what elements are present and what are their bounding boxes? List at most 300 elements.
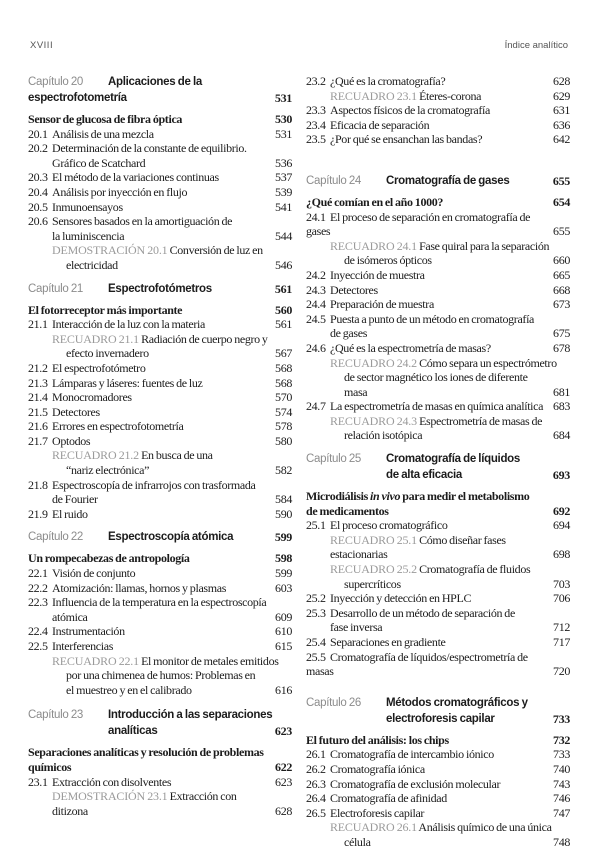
toc-line: [28, 281, 292, 297]
entry-title: Espectroscopía atómica: [108, 531, 234, 544]
toc-line: [28, 745, 292, 760]
toc-line: [306, 297, 570, 312]
toc-line: [306, 399, 570, 414]
toc-item: [306, 747, 570, 762]
page-ref: 683: [553, 399, 570, 414]
entry-title: Sensores basados en la amortiguación de: [52, 214, 233, 229]
entry-title: Éteres-corona: [419, 88, 482, 103]
toc-line: [28, 405, 292, 420]
entry-title: electroforesis capilar: [386, 712, 495, 725]
toc-line: [306, 591, 570, 606]
toc-line: [306, 835, 570, 850]
toc-line-text: [330, 89, 548, 104]
toc-line: [28, 760, 292, 775]
toc-line: [306, 370, 570, 399]
toc-box: [28, 789, 292, 818]
entry-title: Extracción con ditizona: [52, 789, 237, 818]
entry-title: Un rompecabezas de antropología: [28, 551, 190, 566]
section-number: 23.5: [306, 132, 326, 147]
entry-title: de medicamentos: [306, 503, 389, 518]
toc-box: [306, 239, 570, 268]
entry-title: Visión de conjunto: [52, 566, 136, 581]
section-number: 24.5: [306, 311, 326, 326]
entry-title: ¿Qué es la espectrometría de masas?: [330, 340, 491, 355]
toc-feature: [306, 733, 570, 748]
box-tag: RECUADRO 22.1: [52, 653, 139, 668]
toc-item: [28, 185, 292, 200]
page-ref: 712: [553, 620, 570, 635]
toc-item: [28, 405, 292, 420]
page-ref: 623: [274, 724, 292, 739]
toc-line-text: [386, 467, 548, 483]
entry-title: Cromatografía de exclusión molecular: [330, 776, 501, 791]
entry-title: fase inversa: [330, 620, 383, 635]
toc-line: [28, 581, 292, 596]
toc-line-text: [28, 624, 270, 639]
toc-item: [306, 210, 570, 239]
toc-line: [28, 303, 292, 318]
entry-title: Cromatografía de intercambio iónico: [330, 747, 494, 762]
toc-line-text: [306, 132, 548, 147]
toc-line-text: [52, 610, 270, 625]
toc-line: [28, 127, 292, 142]
entry-title: Conversión de luz en: [169, 243, 263, 258]
entry-title: electricidad: [66, 257, 118, 272]
toc-line-text: [66, 668, 292, 683]
entry-title: Interacción de la luz con la materia: [52, 317, 205, 332]
page-ref: 628: [553, 74, 570, 88]
toc-line: [28, 789, 292, 818]
section-number: 25.5: [306, 649, 326, 664]
toc-line: [28, 639, 292, 654]
toc-line-text: [330, 239, 570, 254]
chapter-label: Capítulo 25: [306, 453, 362, 466]
box-tag: RECUADRO 26.1: [330, 820, 417, 835]
section-number: 22.1: [28, 566, 48, 581]
toc-line-text: [28, 775, 270, 790]
toc-line-text: [52, 789, 270, 818]
toc-line-text: [28, 74, 270, 106]
toc-line-text: [306, 733, 548, 748]
page-ref: 740: [553, 761, 570, 776]
page-ref: 539: [275, 184, 292, 199]
section-number: 25.1: [306, 518, 326, 533]
toc-line-text: [28, 581, 270, 596]
page-ref: 584: [275, 492, 292, 507]
toc-line-text: [28, 745, 292, 760]
chapter-23: [28, 707, 292, 739]
toc-line-text: [28, 707, 292, 723]
toc-line: [28, 654, 292, 669]
toc-line-text: [306, 606, 570, 621]
section-number: 23.4: [306, 117, 326, 132]
toc-line: [306, 312, 570, 327]
toc-line-text: [28, 317, 270, 332]
toc-line: [306, 733, 570, 748]
toc-line-text: [306, 762, 548, 777]
toc-line-text: [52, 156, 270, 171]
toc-line-text: [52, 654, 292, 669]
toc-line: [306, 711, 570, 727]
toc-line-text: [28, 185, 270, 200]
entry-title: Cromatografía de gases: [386, 174, 510, 187]
toc-item: [28, 581, 292, 596]
toc-line-text: [330, 414, 570, 429]
toc-item: [28, 566, 292, 581]
toc-line: [306, 239, 570, 254]
entry-title: El espectrofotómetro: [52, 360, 146, 375]
box-tag: DEMOSTRACIÓN 20.1: [52, 243, 168, 258]
section-number: 26.1: [306, 747, 326, 762]
toc-line-text: [28, 127, 270, 142]
toc-item: [306, 762, 570, 777]
section-number: 25.3: [306, 605, 326, 620]
page-ref: 598: [275, 551, 292, 566]
toc-feature: [306, 489, 570, 518]
toc-line-text: [306, 777, 548, 792]
toc-item: [28, 434, 292, 449]
section-number: 21.4: [28, 390, 48, 405]
toc-box: [28, 332, 292, 361]
page-ref: 609: [275, 609, 292, 624]
page-ref: 746: [553, 791, 570, 806]
entry-title: Errores en espectrofotometría: [52, 419, 184, 434]
entry-title: Extracción con disolventes: [52, 774, 172, 789]
toc-line-text: [306, 74, 548, 89]
toc-line-text: [28, 566, 270, 581]
toc-line-text: [28, 405, 270, 420]
toc-item: [28, 200, 292, 215]
entry-title: Lámparas y láseres: fuentes de luz: [52, 375, 203, 390]
toc-line: [306, 253, 570, 268]
toc-line: [28, 624, 292, 639]
toc-feature: [28, 303, 292, 318]
toc-line: [28, 668, 292, 683]
entry-title: Monocromadores: [52, 390, 132, 405]
entry-title: Microdiálisis in vivo para medir el metabolismo: [306, 489, 530, 504]
toc-line: [306, 103, 570, 118]
toc-line-text: [330, 620, 548, 635]
section-number: 21.8: [28, 477, 48, 492]
toc-item: [306, 399, 570, 414]
toc-line: [28, 258, 292, 273]
entry-title: la luminiscencia: [52, 228, 125, 243]
toc-line-text: [28, 200, 270, 215]
toc-line-text: [306, 591, 548, 606]
section-number: 21.5: [28, 404, 48, 419]
toc-line-text: [344, 577, 548, 592]
toc-line: [28, 507, 292, 522]
entry-title: El monitor de metales emitidos: [141, 653, 279, 668]
page-ref: 603: [275, 580, 292, 595]
toc-item: [306, 791, 570, 806]
toc-line-text: [28, 639, 270, 654]
toc-line-text: [344, 370, 548, 399]
toc-line-text: [28, 112, 270, 127]
toc-column-right: [306, 74, 570, 850]
page-ref: 631: [553, 103, 570, 118]
chapter-label: Capítulo 21: [28, 282, 84, 295]
toc-feature: [306, 195, 570, 210]
toc-item: [306, 635, 570, 650]
page-ref: 698: [553, 547, 570, 562]
entry-title: Inyección de muestra: [330, 267, 425, 282]
box-tag: DEMOSTRACIÓN 23.1: [52, 789, 168, 804]
toc-line: [306, 283, 570, 298]
entry-title: Atomización: llamas, hornos y plasmas: [52, 580, 227, 595]
page-ref: 678: [553, 340, 570, 355]
toc-line-text: [66, 258, 270, 273]
page-ref: 732: [553, 732, 570, 747]
running-header: Índice analítico: [504, 40, 568, 51]
page-ref: 665: [553, 267, 570, 282]
toc-line-text: [28, 361, 270, 376]
page-ref: 675: [553, 326, 570, 341]
toc-line-text: [306, 195, 548, 210]
toc-line: [28, 74, 292, 106]
entry-title: Aplicaciones de la espectrofotometría: [28, 76, 202, 104]
toc-line: [306, 132, 570, 147]
page-ref: 684: [553, 428, 570, 443]
toc-line: [306, 635, 570, 650]
toc-line: [28, 529, 292, 545]
toc-line-text: [306, 268, 548, 283]
toc-item: [306, 606, 570, 635]
toc-line-text: [66, 683, 270, 698]
toc-line: [306, 195, 570, 210]
entry-title: Inyección y detección en HPLC: [330, 591, 472, 606]
toc-box: [306, 414, 570, 443]
toc-line: [28, 610, 292, 625]
entry-title: químicos: [28, 759, 72, 774]
toc-item: [28, 361, 292, 376]
toc-line: [28, 551, 292, 566]
box-tag: RECUADRO 21.2: [52, 448, 139, 463]
toc-line-text: [306, 489, 570, 504]
toc-item: [306, 118, 570, 133]
toc-box: [306, 89, 570, 104]
section-number: 20.1: [28, 126, 48, 141]
toc-item: [306, 777, 570, 792]
toc-line: [306, 762, 570, 777]
entry-title: Cromatografía de fluidos: [419, 562, 531, 577]
toc-item: [28, 376, 292, 391]
toc-line: [28, 723, 292, 739]
toc-line-text: [386, 711, 548, 727]
chapter-20: [28, 74, 292, 106]
entry-title: El futuro del análisis: los chips: [306, 732, 449, 747]
entry-title: Métodos cromatográficos y: [386, 696, 528, 709]
box-tag: RECUADRO 24.1: [330, 238, 417, 253]
entry-title: Optodos: [52, 433, 91, 448]
toc-line-text: [306, 518, 548, 533]
page-ref: 567: [275, 346, 292, 361]
toc-line-text: [306, 650, 548, 679]
entry-title: por una chimenea de humos: Problemas en: [66, 668, 256, 683]
section-number: 24.7: [306, 399, 326, 414]
toc-line-text: [108, 723, 270, 739]
page-ref: 568: [275, 360, 292, 375]
toc-item: [306, 297, 570, 312]
toc-line: [28, 478, 292, 493]
chapter-label: Capítulo 22: [28, 531, 84, 544]
toc-line: [306, 620, 570, 635]
toc-box: [306, 533, 570, 562]
page-ref: 541: [275, 199, 292, 214]
page-ref: 616: [275, 682, 292, 697]
toc-item: [28, 639, 292, 654]
toc-line-text: [28, 760, 270, 775]
entry-title: Fase quiral para la separación: [419, 238, 550, 253]
toc-line: [306, 777, 570, 792]
toc-feature: [28, 112, 292, 127]
page-ref: 599: [274, 530, 292, 545]
toc-line: [28, 185, 292, 200]
toc-item: [28, 170, 292, 185]
chapter-24: [306, 173, 570, 189]
toc-item: [306, 74, 570, 89]
toc-item: [28, 127, 292, 142]
toc-item: [28, 419, 292, 434]
toc-line-text: [306, 103, 548, 118]
section-number: 26.4: [306, 791, 326, 806]
page-ref: 629: [553, 88, 570, 103]
toc-box: [306, 820, 570, 849]
toc-box: [28, 654, 292, 698]
page-ref: 703: [553, 576, 570, 591]
toc-line: [306, 747, 570, 762]
chapter-25: [306, 451, 570, 483]
page-ref: 537: [275, 170, 292, 185]
toc-item: [28, 595, 292, 624]
toc-line: [28, 376, 292, 391]
page-ref: 531: [275, 126, 292, 141]
box-tag: RECUADRO 24.2: [330, 355, 417, 370]
toc-line-text: [28, 507, 270, 522]
toc-line-text: [306, 283, 548, 298]
toc-line-text: [306, 451, 570, 467]
toc-line: [28, 141, 292, 156]
page-ref: 561: [274, 281, 292, 296]
toc-line: [306, 820, 570, 835]
toc-line-text: [28, 303, 270, 318]
page-ref: 642: [553, 132, 570, 147]
section-number: 20.5: [28, 199, 48, 214]
page-ref: 561: [275, 317, 292, 332]
section-number: 21.6: [28, 419, 48, 434]
toc-line-text: [52, 243, 292, 258]
toc-line: [306, 89, 570, 104]
page-ref: 720: [553, 664, 570, 679]
section-number: 20.6: [28, 214, 48, 229]
entry-title: célula: [344, 834, 371, 849]
section-number: 21.2: [28, 360, 48, 375]
toc-line: [28, 361, 292, 376]
section-number: 22.4: [28, 624, 48, 639]
entry-title: de isómeros ópticos: [344, 253, 432, 268]
toc-line-text: [306, 297, 548, 312]
section-number: 20.4: [28, 184, 48, 199]
toc-item: [28, 214, 292, 243]
page-ref: 590: [275, 506, 292, 521]
chapter-26: [306, 695, 570, 727]
page-ref: 668: [553, 282, 570, 297]
entry-title: Influencia de la temperatura en la espectroscopía: [52, 595, 267, 610]
entry-title: El método de la variaciones continuas: [52, 170, 219, 185]
entry-title: Cómo separa un espectrómetro: [419, 355, 557, 370]
section-number: 25.4: [306, 635, 326, 649]
page-ref: 530: [275, 112, 292, 126]
entry-title: Análisis de una mezcla: [52, 126, 154, 141]
page-ref: 546: [275, 257, 292, 272]
toc-box: [28, 448, 292, 477]
page-ref: 531: [274, 91, 292, 105]
entry-title: Desarrollo de un método de separación de: [330, 605, 515, 620]
toc-box: [306, 356, 570, 400]
toc-line-text: [52, 492, 270, 507]
page-ref: 673: [553, 297, 570, 312]
toc-line-text: [52, 332, 292, 347]
page-ref: 570: [275, 390, 292, 405]
toc-line-text: [306, 341, 548, 356]
box-tag: RECUADRO 21.1: [52, 331, 139, 346]
page-ref: 748: [553, 834, 570, 849]
toc-line: [28, 448, 292, 463]
toc-line-text: [28, 141, 292, 156]
section-number: 21.9: [28, 506, 48, 521]
page-ref: 536: [275, 155, 292, 170]
toc-line: [306, 341, 570, 356]
toc-line: [306, 356, 570, 371]
toc-line: [306, 74, 570, 89]
toc-line-text: [28, 376, 270, 391]
toc-line: [306, 791, 570, 806]
section-number: 24.3: [306, 282, 326, 297]
toc-line-text: [306, 312, 570, 327]
toc-line: [306, 428, 570, 443]
toc-line-text: [28, 281, 270, 297]
toc-line-text: [28, 390, 270, 405]
toc-item: [306, 341, 570, 356]
entry-title: Cromatografía iónica: [330, 761, 425, 776]
entry-title: La espectrometría de masas en química analítica: [330, 399, 544, 414]
toc-line: [28, 390, 292, 405]
entry-title: supercríticos: [344, 576, 401, 591]
toc-item: [28, 624, 292, 639]
section-number: 24.4: [306, 297, 326, 312]
toc-line: [306, 118, 570, 133]
page-ref: 568: [275, 375, 292, 390]
page-ref: 733: [552, 711, 570, 726]
toc-line-text: [66, 346, 270, 361]
chapter-22: [28, 529, 292, 545]
toc-line-text: [344, 253, 548, 268]
page-ref: 706: [553, 591, 570, 606]
toc-line-text: [28, 419, 270, 434]
toc-line: [306, 173, 570, 189]
page-ref: 681: [553, 384, 570, 399]
toc-line-text: [330, 326, 548, 341]
entry-title: Sensor de glucosa de fibra óptica: [28, 112, 183, 126]
toc-line: [28, 156, 292, 171]
toc-line-text: [344, 428, 548, 443]
toc-line-text: [28, 214, 292, 229]
box-tag: RECUADRO 25.2: [330, 562, 417, 577]
toc-line: [306, 451, 570, 467]
box-tag: RECUADRO 24.3: [330, 413, 417, 428]
toc-line-text: [52, 448, 292, 463]
entry-title: Separaciones en gradiente: [330, 635, 446, 649]
